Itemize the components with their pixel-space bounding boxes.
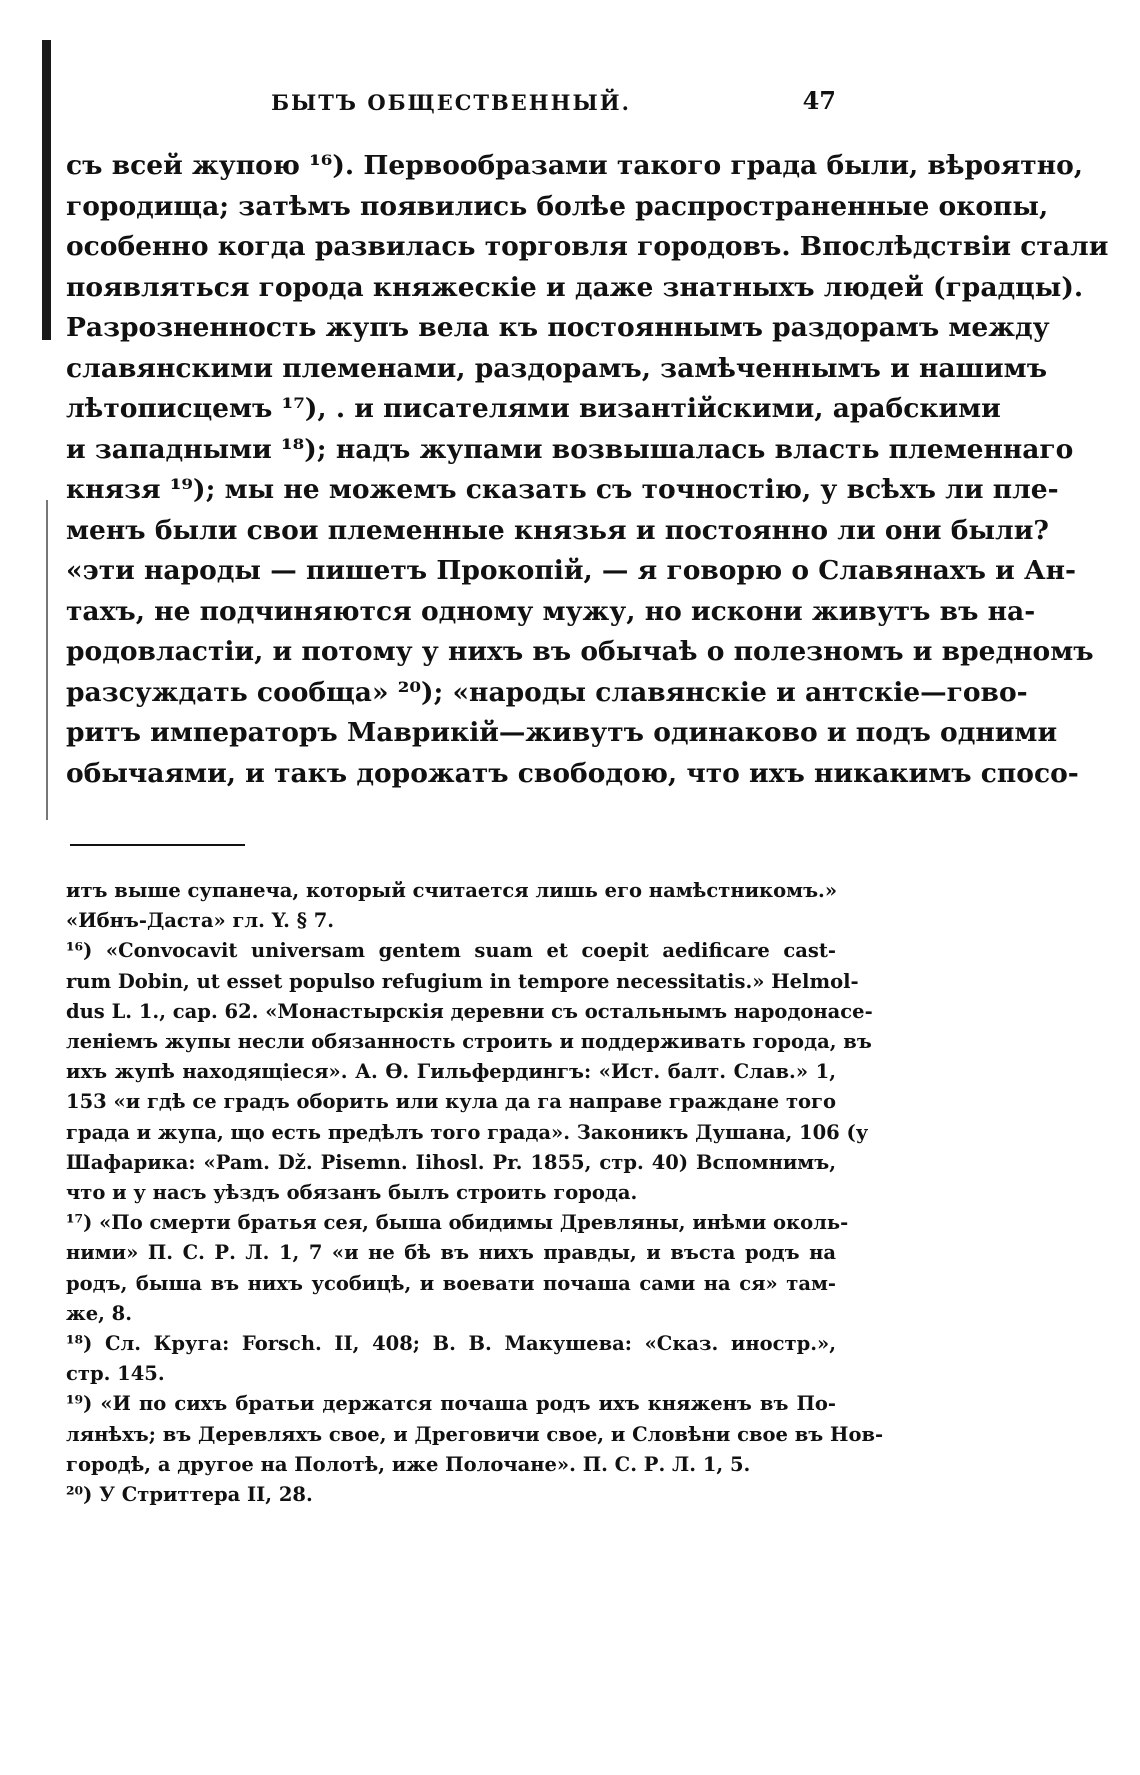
footnote-line: родъ, быша въ нихъ усобицѣ, и воевати почаша сами на ся» там-: [66, 1271, 836, 1295]
text-line: ритъ императоръ Маврикій—живутъ одинаково и подъ одними: [66, 717, 1058, 748]
footnote-line: ¹⁷) «По смерти братья сея, быша обидимы Древляны, инѣми околь-: [66, 1211, 849, 1235]
footnotes: [66, 876, 884, 1510]
footnote-line: града и жупа, що есть предѣлъ того града». Законикъ Душана, 106 (у: [66, 1120, 869, 1144]
text-line: особенно когда развилась торговля городовъ. Впослѣдствіи стали: [66, 231, 1109, 262]
footnote-line: Шафарика: «Pam. Dž. Pisemn. Iihosl. Pr. 1855, стр. 40) Вспомнимъ,: [66, 1150, 836, 1174]
running-title: БЫТЪ ОБЩЕСТВЕННЫЙ.: [271, 90, 631, 115]
footnote-line: 153 «и гдѣ се градъ оборить или кула да га направе граждане того: [66, 1090, 836, 1114]
footnote-line: что и у насъ уѣздъ обязанъ былъ строить города.: [66, 1181, 638, 1205]
text-line: и западными ¹⁸); надъ жупами возвышалась власть племеннаго: [66, 433, 1074, 465]
footnote-line: же, 8.: [66, 1301, 133, 1325]
footnote-line: ихъ жупѣ находящіеся». А. Ѳ. Гильфердингъ: «Ист. балт. Слав.» 1,: [66, 1060, 836, 1084]
text-line: лѣтописцемъ ¹⁷), . и писателями византійскими, арабскими: [66, 393, 1001, 424]
scan-binding-edge: [42, 40, 51, 340]
text-line: городища; затѣмъ появились болѣе распространенные окопы,: [66, 190, 1049, 222]
footnote-line: лянѣхъ; въ Деревляхъ свое, и Дреговичи свое, и Словѣни свое въ Нов-: [66, 1422, 884, 1446]
footnote-line: dus L. 1., cap. 62. «Монастырскія деревни съ остальнымъ народонасе-: [66, 999, 873, 1023]
footnote-line: «Ибнъ-Даста» гл. Y. § 7.: [66, 909, 335, 933]
text-line: родовластіи, и потому у нихъ въ обычаѣ о полезномъ и вредномъ: [66, 636, 1094, 667]
footnote-divider: [70, 844, 245, 846]
text-line: «эти народы — пишетъ Прокопій, — я говорю о Славянахъ и Ан-: [66, 555, 1077, 586]
footnote-line: ¹⁶) «Convocavit universam gentem suam et coepit aedificare cast-: [66, 939, 836, 963]
text-line: менъ были свои племенные князья и постоянно ли они были?: [66, 514, 1049, 546]
page-header: [66, 60, 836, 120]
footnote-line: rum Dobin, ut esset populso refugium in tempore necessitatis.» Helmol-: [66, 969, 859, 993]
scan-margin-mark: [46, 500, 48, 820]
text-line: разсуждать сообща» ²⁰); «народы славянскіе и антскіе—гово-: [66, 676, 1028, 708]
main-text: [66, 146, 1109, 794]
book-page: [66, 60, 1109, 1510]
footnote-line: стр. 145.: [66, 1362, 165, 1386]
page-number: 47: [802, 86, 836, 115]
footnote-line: ними» П. С. Р. Л. 1, 7 «и не бѣ въ нихъ правды, и въста родъ на: [66, 1241, 836, 1265]
footnote-line: городѣ, а другое на Полотѣ, иже Полочане». П. С. Р. Л. 1, 5.: [66, 1452, 751, 1476]
footnote-line: итъ выше супанеча, который считается лишь его намѣстникомъ.»: [66, 879, 838, 902]
text-line: обычаями, и такъ дорожатъ свободою, что ихъ никакимъ спосо-: [66, 757, 1079, 789]
text-line: Разрозненность жупъ вела къ постояннымъ раздорамъ между: [66, 312, 1050, 343]
footnote-line: леніемъ жупы несли обязанность строить и поддерживать города, въ: [66, 1030, 872, 1054]
text-line: славянскими племенами, раздорамъ, замѣченнымъ и нашимъ: [66, 352, 1048, 384]
footnote-line: ¹⁸) Сл. Круга: Forsch. II, 408; В. В. Макушева: «Сказ. иностр.»,: [66, 1332, 836, 1356]
footnote-line: ²⁰) У Стриттера II, 28.: [66, 1483, 313, 1507]
footnote-line: ¹⁹) «И по сихъ братьи держатся почаша родъ ихъ княженъ въ По-: [66, 1392, 836, 1416]
text-line: князя ¹⁹); мы не можемъ сказать съ точностію, у всѣхъ ли пле-: [66, 474, 1059, 505]
text-line: тахъ, не подчиняются одному мужу, но искони живутъ въ на-: [66, 595, 1036, 627]
text-line: съ всей жупою ¹⁶). Первообразами такого града были, вѣроятно,: [66, 150, 1084, 181]
text-line: появляться города княжескіе и даже знатныхъ людей (градцы).: [66, 271, 1084, 303]
